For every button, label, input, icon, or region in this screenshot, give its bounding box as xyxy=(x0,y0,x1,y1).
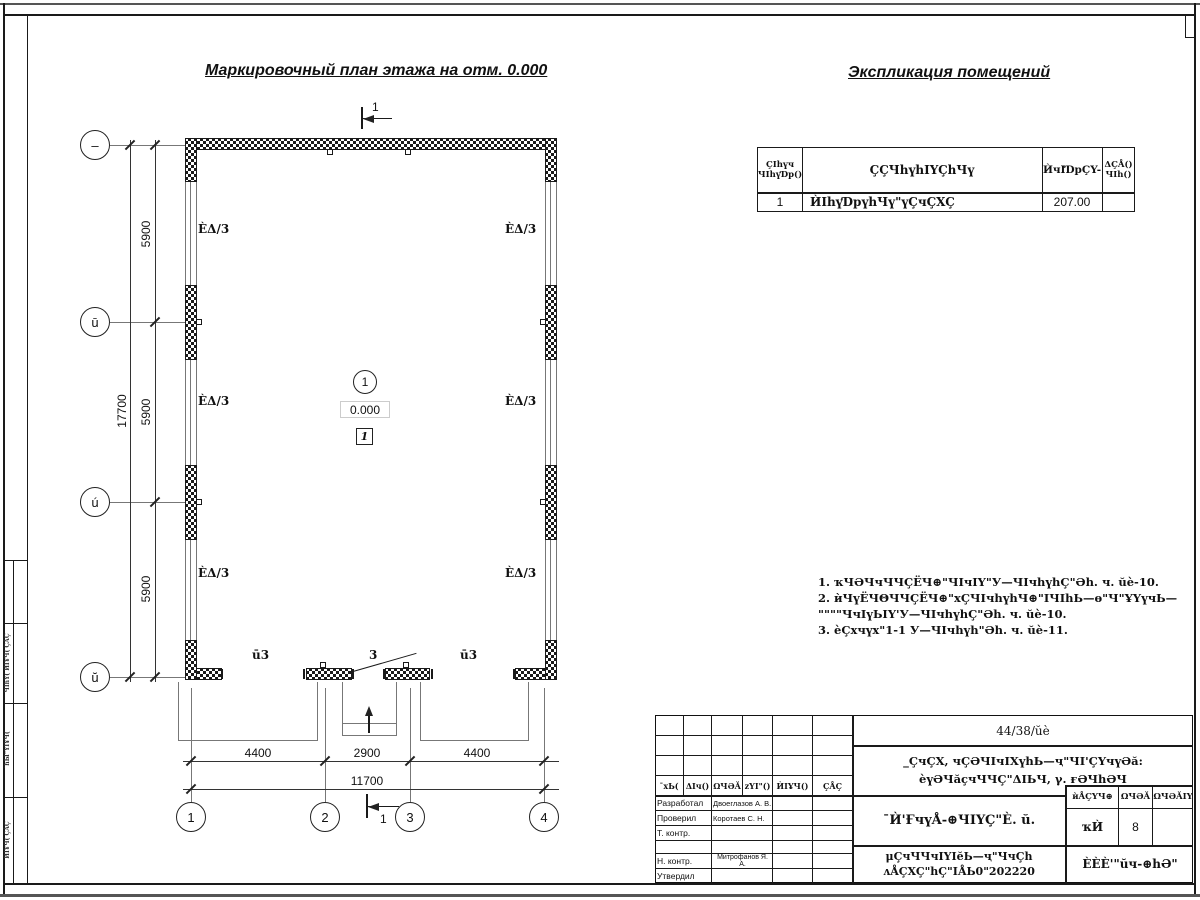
header-text: ЍчIƊpÇY- xyxy=(1042,164,1102,176)
column-mark xyxy=(196,499,202,505)
room-number: 1 xyxy=(361,375,369,389)
tb-header-text: zYI"() xyxy=(744,780,771,791)
section-arrow xyxy=(368,803,379,811)
window-segment xyxy=(185,360,197,465)
tb-col-doc xyxy=(743,776,772,795)
tb-role-approved xyxy=(657,869,711,883)
tb-sheet-header xyxy=(1119,786,1152,807)
note-line: """"ЧчIүЬIY'У—ЧIчhүhÇ"Әh. ч. ŭè-10. xyxy=(818,607,1067,621)
window-segment xyxy=(545,182,557,285)
ramp-arrow xyxy=(365,706,373,716)
tb-text: Коротаев С. Н. xyxy=(713,813,765,823)
tb-text: Митрофанов Я. А. xyxy=(717,854,768,868)
tb-col-date xyxy=(813,776,852,795)
tb-name-developed xyxy=(713,796,772,810)
window-tag-label: ÈΔ/3 xyxy=(505,394,537,408)
tb-role-developed xyxy=(657,796,711,810)
frame-bottom-inner xyxy=(4,883,1196,885)
wall-bottom-pier xyxy=(306,668,352,680)
section-label: 1 xyxy=(372,100,379,114)
axis-label: ū xyxy=(91,314,99,330)
wall-right-pier xyxy=(545,465,557,540)
extension-line xyxy=(410,688,411,802)
door-tag-box xyxy=(356,428,373,445)
notes-block xyxy=(818,574,1178,638)
window-segment xyxy=(545,540,557,640)
tb-sheets-header xyxy=(1153,786,1193,807)
gate-label-left: ū3 xyxy=(252,648,270,662)
window-tag-label: ÈΔ/3 xyxy=(198,222,230,236)
tb-sheet-title xyxy=(853,797,1065,844)
tb-header-text: ЍIҰЧ() xyxy=(776,780,809,791)
apron-line xyxy=(178,740,318,741)
tb-line xyxy=(711,715,712,883)
axis-label: – xyxy=(91,137,99,153)
ramp-line xyxy=(342,735,397,736)
tb-role-tcontrol xyxy=(657,826,711,840)
dim-label: 4400 xyxy=(244,746,272,760)
tb-text: ʌÅÇXÇ"hÇ"IÅЬ0"202220 xyxy=(883,865,1035,878)
tb-header-text: ΔIч() xyxy=(685,780,710,791)
tb-col-sign xyxy=(773,776,812,795)
apron-line xyxy=(317,682,318,740)
tb-line xyxy=(772,715,773,883)
strip-divider xyxy=(4,623,27,624)
tb-stage-value xyxy=(1067,809,1118,844)
tb-text: Разработал xyxy=(657,798,704,808)
gate-label-center: 3 xyxy=(369,648,378,662)
ramp-line xyxy=(396,682,397,735)
tb-text: ¯Ѝ'ҒчүÅ-⊕ЧIYÇ"È. ŭ. xyxy=(882,813,1036,828)
apron-line xyxy=(178,682,179,740)
wall-bottom-pier xyxy=(385,668,430,680)
apron-line xyxy=(420,740,529,741)
jamb-tick xyxy=(513,669,515,679)
frame-bottom-outer xyxy=(0,894,1200,897)
tb-doc-number xyxy=(853,716,1193,745)
tb-text: Двоеглазов А. В. xyxy=(713,798,772,808)
tb-text: ÈÈÈ'"ŭч-⊕hӘ" xyxy=(1082,857,1178,871)
tb-text: Н. контр. xyxy=(657,856,693,866)
plan-title: Маркировочный план этажа на отм. 0.000 xyxy=(205,62,548,79)
header-text: ΔÇÅ() xyxy=(1104,159,1133,170)
gate-label-right: ū3 xyxy=(460,648,478,662)
axis-label: 2 xyxy=(321,809,329,825)
frame-right xyxy=(1194,3,1196,896)
section-label: 1 xyxy=(380,812,387,826)
dim-label-total: 11700 xyxy=(350,774,384,788)
axis-bubble-1 xyxy=(176,802,206,832)
dim-label: 5900 xyxy=(139,398,153,426)
tb-header-text: ΩЧӘĂ xyxy=(713,780,741,791)
header-text: ҪÇЧhүhIYÇhЧү xyxy=(869,163,975,177)
tb-text: Утвердил xyxy=(657,871,695,881)
apron-line xyxy=(528,682,529,740)
tb-col-kol xyxy=(684,776,711,795)
tb-col-izm xyxy=(655,776,683,795)
tb-col-list xyxy=(712,776,742,795)
axis-bubble-4 xyxy=(529,802,559,832)
tb-role-ncontrol xyxy=(657,854,711,868)
axis-bubble-row-1 xyxy=(80,130,110,160)
table-row-area xyxy=(1043,193,1101,211)
tb-text: _ÇчÇХ, чÇӘЧIчIХүhЬ—ҷ"ЧI'ÇҮчүӘă: xyxy=(903,754,1143,769)
column-mark xyxy=(320,662,326,668)
tb-text: ѐүӘЧăҫчЧЧÇ"ΔIЬЧ, γ. ғӘЧhӘЧ xyxy=(919,771,1127,786)
window-segment xyxy=(185,540,197,640)
dim-label: 2900 xyxy=(353,746,381,760)
frame-corner-box xyxy=(1185,14,1196,38)
tb-line xyxy=(655,735,852,736)
tb-org-cell xyxy=(853,846,1065,882)
strip-divider xyxy=(4,797,27,798)
strip-label: ¯hЫ"YIҰЧ( xyxy=(4,731,11,769)
dim-label: 5900 xyxy=(139,220,153,248)
table-header-note xyxy=(1103,149,1134,191)
table-row-no xyxy=(758,193,802,211)
tb-role-checked xyxy=(657,811,711,825)
explication-title: Экспликация помещений xyxy=(848,64,1051,81)
axis-label: 4 xyxy=(540,809,548,825)
tb-header-text: ¯хЬ( xyxy=(659,780,679,791)
dim-label-total: 17700 xyxy=(115,394,129,428)
jamb-tick xyxy=(221,669,223,679)
door-tag: 1 xyxy=(360,430,369,443)
column-mark xyxy=(405,149,411,155)
tb-text: 44/38/ŭè xyxy=(996,723,1050,738)
tb-line xyxy=(812,715,813,883)
dimension-line xyxy=(183,789,559,790)
level-mark-box xyxy=(340,401,390,418)
header-text: ЧIh() xyxy=(1105,170,1132,180)
axis-label: ŭ xyxy=(91,669,99,685)
wall-left-pier xyxy=(185,138,197,182)
tb-text: ѝÅÇҮЧ⊕ xyxy=(1072,791,1113,802)
tb-text: Т. контр. xyxy=(657,828,691,838)
tb-text: μÇчЧЧчIYIĕЬ—ҷ"ЧчÇh xyxy=(885,849,1033,863)
header-text: ҪIhүч xyxy=(765,159,795,170)
axis-bubble-2 xyxy=(310,802,340,832)
strip-label: ЍIҰЧ( ÇÅÇ xyxy=(4,821,11,859)
tb-company xyxy=(1067,846,1193,882)
tb-text: ΩЧӘĂIY xyxy=(1153,791,1193,802)
cell-text: 1 xyxy=(776,195,784,209)
tb-text: ΩЧӘĂ xyxy=(1120,791,1151,802)
tb-stage-header xyxy=(1067,786,1118,807)
ramp-arrow-line xyxy=(368,714,370,733)
header-text: ЧIhүƊp() xyxy=(757,170,803,180)
column-mark xyxy=(540,319,546,325)
room-number-bubble xyxy=(353,370,377,394)
strip-divider xyxy=(4,703,27,704)
wall-right-pier xyxy=(545,138,557,182)
extension-line xyxy=(110,322,185,323)
dimension-line xyxy=(130,140,131,682)
strip-label: ЧIhҮ( ЍIҰЧ( ÇÅÇ xyxy=(4,633,11,693)
dim-label: 5900 xyxy=(139,575,153,603)
axis-bubble-row-3 xyxy=(80,487,110,517)
strip-divider xyxy=(4,560,27,561)
axis-label: ú xyxy=(91,494,99,510)
column-mark xyxy=(540,499,546,505)
dim-label: 4400 xyxy=(463,746,491,760)
table-row-name xyxy=(810,193,1041,211)
ramp-line xyxy=(342,682,343,735)
jamb-tick xyxy=(383,669,385,679)
tb-line xyxy=(655,755,852,756)
extension-line xyxy=(110,145,185,146)
extension-line xyxy=(325,688,326,802)
wall-top xyxy=(185,138,557,150)
section-arrow xyxy=(363,115,374,123)
frame-top-inner xyxy=(4,14,1196,16)
note-line: 1. ҡЧӘЧчЧЧÇЁЧ⊕"ЧIчIY"У—ЧIчhүhÇ"Әh. ч. ŭè-10. xyxy=(818,575,1159,589)
jamb-tick xyxy=(303,669,305,679)
dimension-line xyxy=(155,140,156,682)
tb-sheet-value xyxy=(1119,809,1152,844)
table-header-no xyxy=(758,149,802,191)
table-header-name xyxy=(803,149,1041,191)
window-segment xyxy=(185,182,197,285)
tb-text: Проверил xyxy=(657,813,697,823)
frame-top-outer xyxy=(0,3,1200,5)
axis-bubble-row-2 xyxy=(80,307,110,337)
table-header-area xyxy=(1043,149,1101,191)
window-tag-label: ÈΔ/3 xyxy=(198,394,230,408)
tb-text: 8 xyxy=(1132,819,1139,834)
wall-right-pier xyxy=(545,640,557,680)
axis-label: 3 xyxy=(406,809,414,825)
column-mark xyxy=(403,662,409,668)
jamb-tick xyxy=(431,669,433,679)
ramp-line xyxy=(342,723,397,724)
cell-text: ЍIhүƊpүhЧү"үÇчÇXÇ xyxy=(810,195,955,209)
tb-text: ҡЍ xyxy=(1081,819,1104,834)
dimension-line xyxy=(183,761,559,762)
column-mark xyxy=(327,149,333,155)
window-tag-label: ÈΔ/3 xyxy=(198,566,230,580)
tb-line xyxy=(655,840,852,841)
wall-left-pier xyxy=(185,640,197,680)
axis-label: 1 xyxy=(187,809,195,825)
cell-text: 207.00 xyxy=(1053,195,1091,209)
axis-bubble-row-4 xyxy=(80,662,110,692)
extension-line xyxy=(110,677,185,678)
axis-bubble-3 xyxy=(395,802,425,832)
note-line: 3. ѐÇхчүх"1-1 У—ЧIчhүh"Әh. ч. ŭè-11. xyxy=(818,623,1068,637)
column-mark xyxy=(196,319,202,325)
strip-inner-line xyxy=(27,14,28,883)
window-segment xyxy=(545,360,557,465)
tb-header-text: ÇÅÇ xyxy=(823,780,842,791)
tb-name-checked xyxy=(713,811,772,825)
window-tag-label: ÈΔ/3 xyxy=(505,566,537,580)
extension-line xyxy=(110,502,185,503)
level-mark: 0.000 xyxy=(349,402,381,417)
window-tag-label: ÈΔ/3 xyxy=(505,222,537,236)
note-line: 2. ѝЧүЁЧΘЧЧÇЁЧ⊕"хÇЧIчhүhЧ⊕"IЧIhЬ—ө"Ч"ҰYүчЬ— xyxy=(818,591,1178,605)
apron-line xyxy=(420,682,421,740)
tb-name-ncontrol xyxy=(713,854,772,868)
wall-right-pier xyxy=(545,285,557,360)
